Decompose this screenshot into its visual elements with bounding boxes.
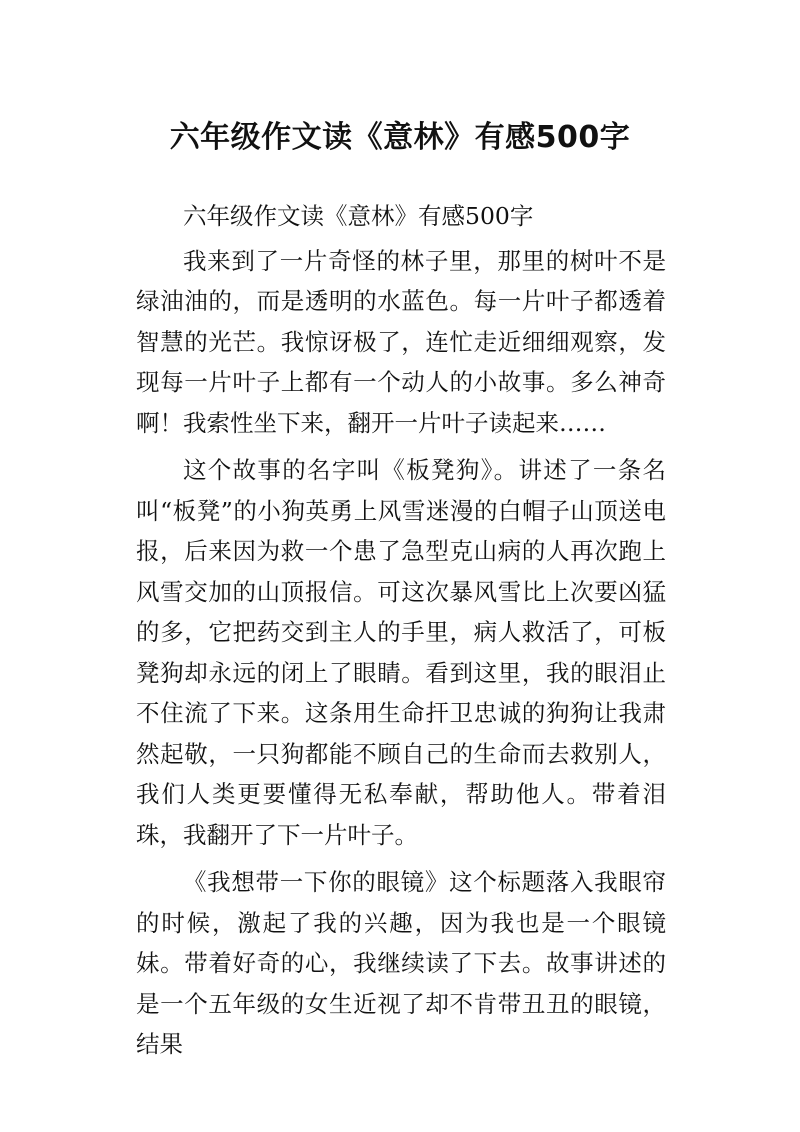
paragraph-bench-dog: 这个故事的名字叫《板凳狗》。讲述了一条名叫“板凳”的小狗英勇上风雪迷漫的白帽子山顶送电报，后来因为救一个患了急型克山病的人再次跑上风雪交加的山顶报信。可这次暴风雪比上次要凶猛的多，它把药交到主人的手里，病人救活了，可板凳狗却永远的闭上了眼睛。看到这里，我的眼泪止不住流了下来。这条用生命扞卫忠诚的狗狗让我肃然起敬，一只狗都能不顾自己的生命而去救别人，我们人类更要懂得无私奉献，帮助他人。带着泪珠，我翻开了下一片叶子。: [136, 456, 666, 849]
paragraph-forest: 我来到了一片奇怪的林子里，那里的树叶不是绿油油的，而是透明的水蓝色。每一片叶子都透着智慧的光芒。我惊讶极了，连忙走近细细观察，发现每一片叶子上都有一个动人的小故事。多么神奇啊！我索性坐下来，翻开一片叶子读起来……: [136, 246, 666, 437]
page-title: 六年级作文读《意林》有感500字: [169, 120, 631, 156]
document-body: [136, 196, 666, 1065]
paragraph-glasses: 《我想带一下你的眼镜》这个标题落入我眼帘的时候，激起了我的兴趣，因为我也是一个眼镜妹。带着好奇的心，我继续读了下去。故事讲述的是一个五年级的女生近视了却不肯带丑丑的眼镜，结果: [136, 868, 666, 1058]
subtitle-paragraph: 六年级作文读《意林》有感500字: [183, 202, 534, 230]
